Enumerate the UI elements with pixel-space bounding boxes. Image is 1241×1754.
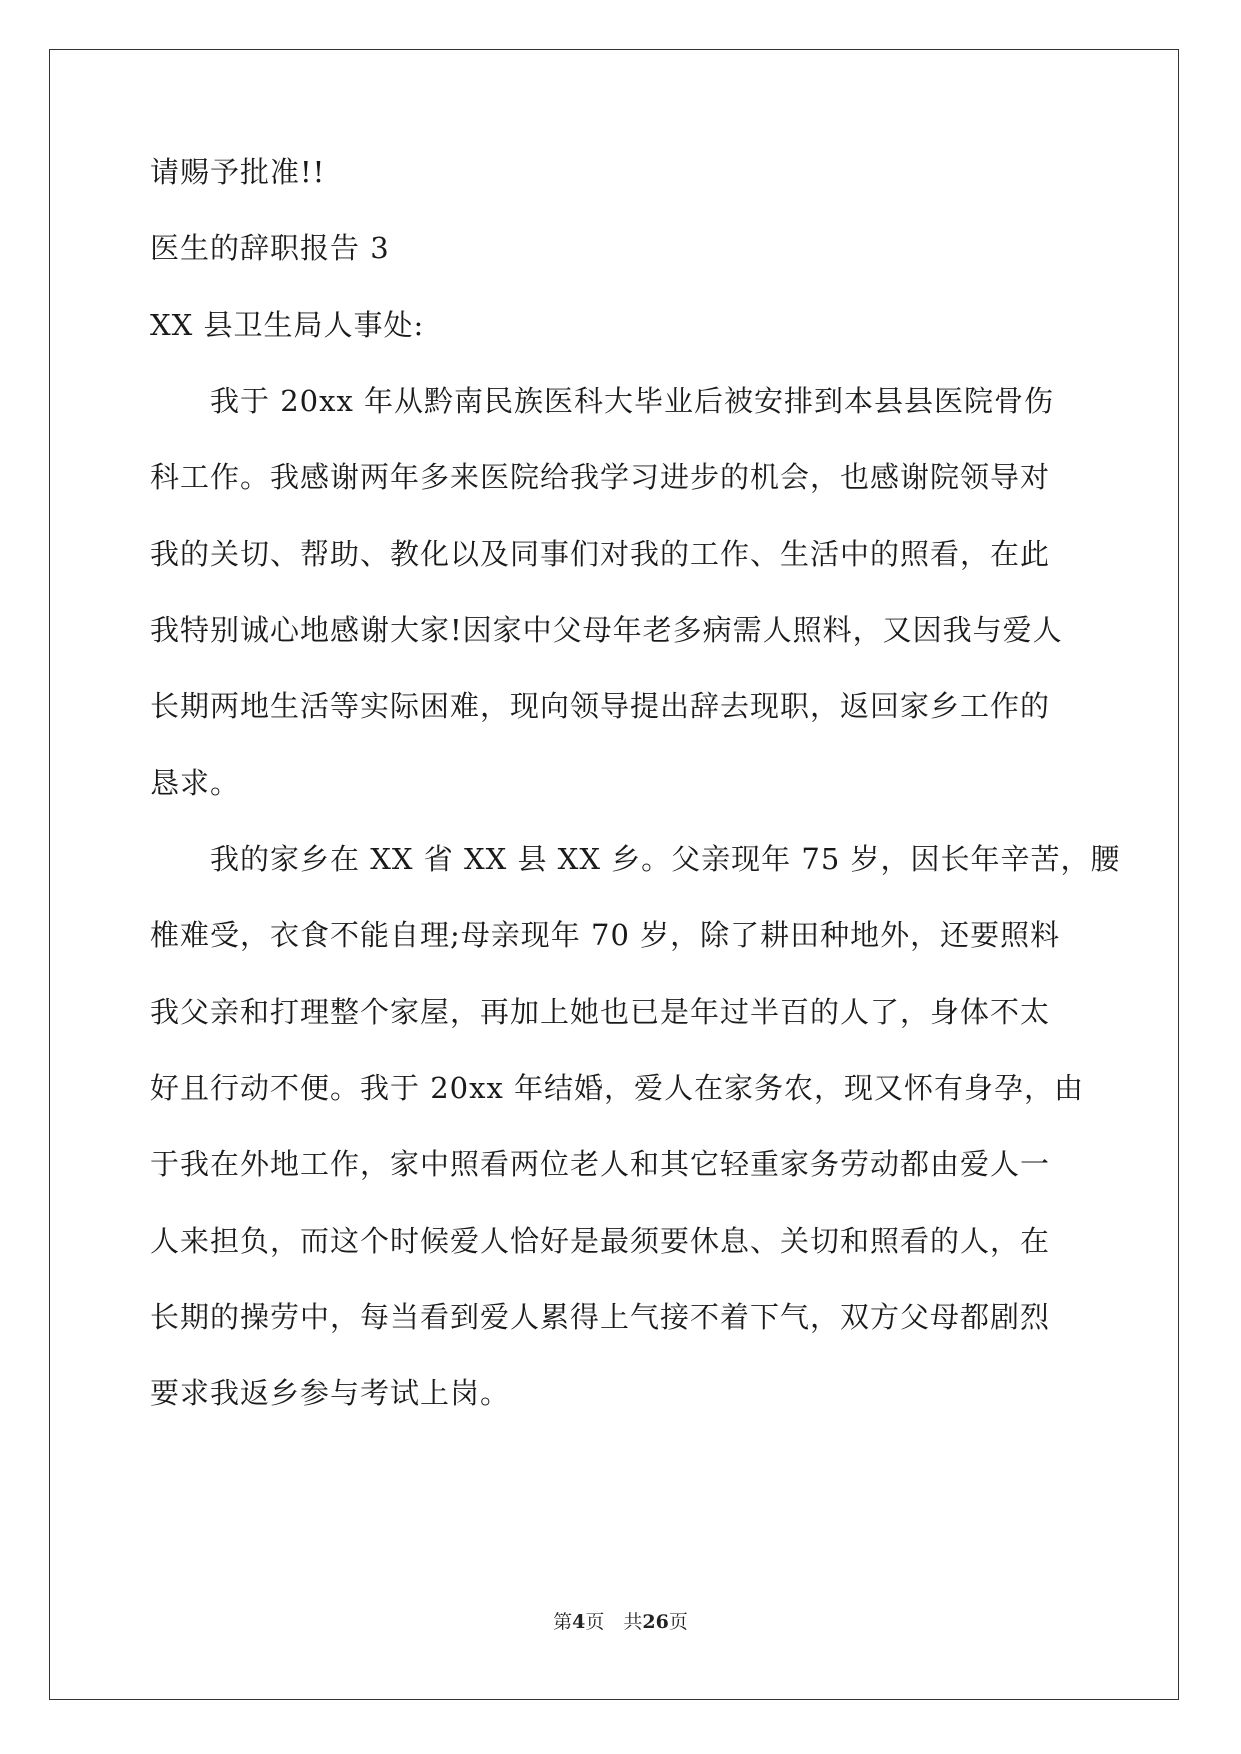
text-line: 长期的操劳中，每当看到爱人累得上气接不着下气，双方父母都剧烈: [150, 1300, 1051, 1334]
footer-prefix: 第: [553, 1611, 573, 1633]
text-line: 恳求。: [150, 766, 241, 800]
text-line: 我的关切、帮助、教化以及同事们对我的工作、生活中的照看，在此: [150, 537, 1051, 571]
text-line: 请赐予批准!!: [150, 155, 326, 189]
text-line: 长期两地生活等实际困难，现向领导提出辞去现职，返回家乡工作的: [150, 689, 1051, 723]
footer-mid: 页 共: [585, 1611, 643, 1633]
text-line: 好且行动不便。我于 20xx 年结婚，爱人在家务农，现又怀有身孕，由: [150, 1071, 1085, 1105]
text-line: 椎难受，衣食不能自理;母亲现年 70 岁，除了耕田种地外，还要照料: [150, 918, 1061, 952]
footer-suffix: 页: [668, 1611, 688, 1633]
footer-total-pages: 26: [642, 1611, 669, 1633]
page-footer: [0, 1607, 1241, 1634]
text-line: 医生的辞职报告 3: [150, 231, 390, 265]
text-line: 科工作。我感谢两年多来医院给我学习进步的机会，也感谢院领导对: [150, 460, 1051, 494]
footer-page-number: 4: [572, 1611, 586, 1633]
text-line: 我的家乡在 XX 省 XX 县 XX 乡。父亲现年 75 岁，因长年辛苦，腰: [150, 842, 1121, 876]
text-line: 我于 20xx 年从黔南民族医科大毕业后被安排到本县县医院骨伤: [150, 384, 1055, 418]
text-line: 要求我返乡参与考试上岗。: [150, 1376, 511, 1410]
text-line: 我父亲和打理整个家屋，再加上她也已是年过半百的人了，身体不太: [150, 995, 1051, 1029]
text-line: 人来担负，而这个时候爱人恰好是最须要休息、关切和照看的人，在: [150, 1224, 1051, 1258]
text-line: 于我在外地工作，家中照看两位老人和其它轻重家务劳动都由爱人一: [150, 1147, 1051, 1181]
text-line: XX 县卫生局人事处:: [150, 308, 425, 342]
text-line: 我特别诚心地感谢大家!因家中父母年老多病需人照料，又因我与爱人: [150, 613, 1063, 647]
